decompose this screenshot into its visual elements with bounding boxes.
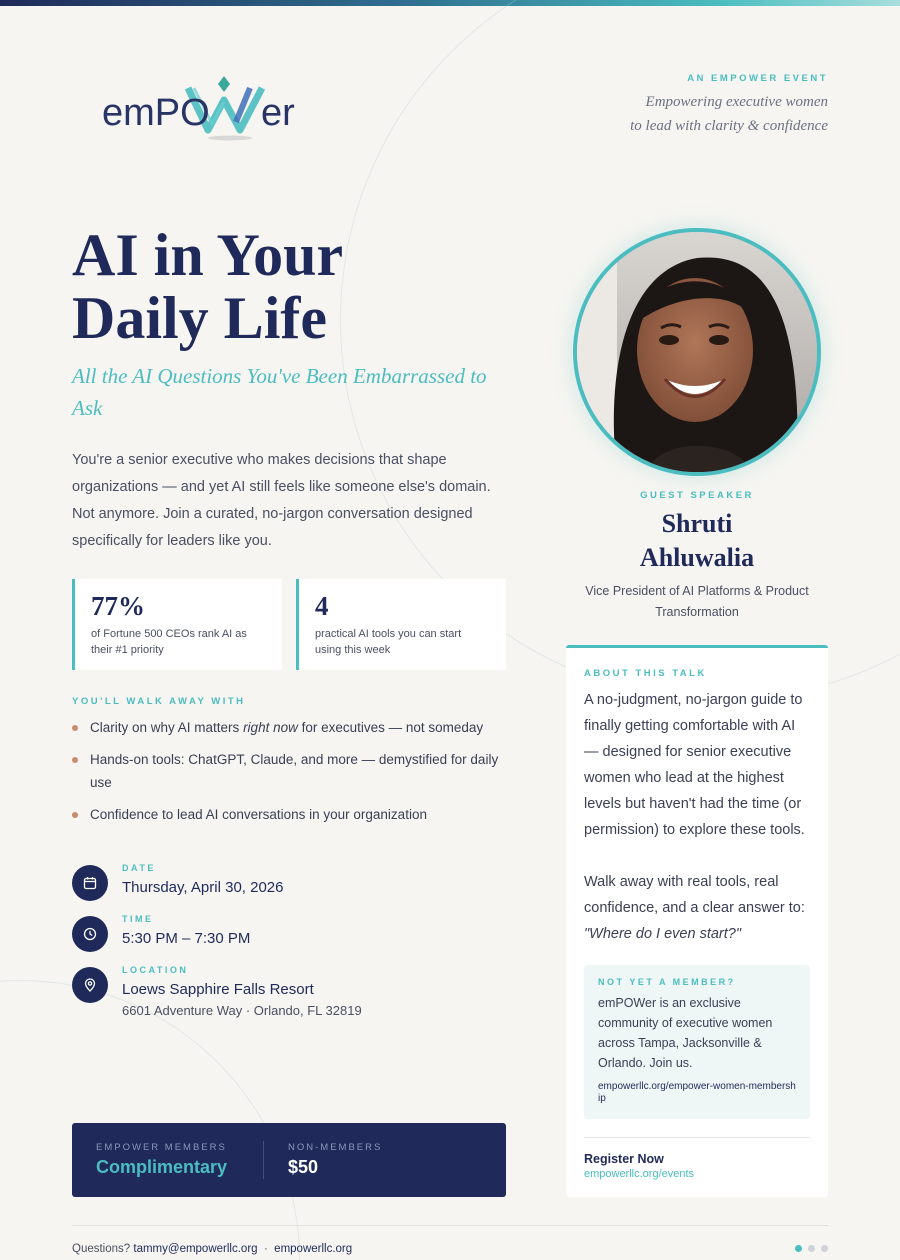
- footer-separator: ·: [263, 1243, 268, 1255]
- logo-wordmark-left: emPO: [102, 92, 210, 134]
- list-item-emphasis: right now: [243, 720, 298, 735]
- background-arc-decoration: [0, 980, 300, 1260]
- about-talk-card: [566, 645, 828, 1197]
- page-dot: [821, 1245, 828, 1252]
- register-link[interactable]: empowerllc.org/events: [584, 1168, 695, 1180]
- card-divider: [584, 1137, 810, 1138]
- nonmembers-price: [264, 1142, 382, 1178]
- list-item: [72, 716, 506, 739]
- top-accent-bar: [0, 0, 900, 6]
- nonmembers-price-label: NON-MEMBERS: [288, 1142, 383, 1153]
- speaker-name: [566, 507, 828, 575]
- intro-paragraph: You're a senior executive who makes decisions that shape organizations — and yet AI still feels like someone else's domain. Not anymore. Join a curated, no-jargon conversation designed specifically for leaders like you.: [72, 452, 491, 549]
- members-price-label: EMPOWER MEMBERS: [96, 1142, 227, 1153]
- walk-away-list: [72, 716, 506, 835]
- website-link[interactable]: empowerllc.org: [274, 1243, 353, 1255]
- page-dot: [808, 1245, 815, 1252]
- calendar-icon: [72, 865, 108, 901]
- nonmembers-price-value: $50: [288, 1157, 319, 1177]
- detail-label: LOCATION: [122, 965, 189, 975]
- speaker-role: Vice President of AI Platforms & Product Transformation: [585, 584, 809, 619]
- event-eyebrow: AN EMPOWER EVENT: [687, 73, 828, 84]
- about-paragraph-text: Walk away with real tools, real confidence, and a clear answer to:: [584, 874, 805, 916]
- contact-email-link[interactable]: tammy@empowerllc.org: [133, 1243, 258, 1255]
- stat-value: 77%: [91, 591, 145, 621]
- clock-icon: [72, 916, 108, 952]
- bullet-dot-icon: [72, 757, 78, 763]
- register-heading: Register Now: [584, 1152, 664, 1166]
- members-price-value: Complimentary: [96, 1157, 228, 1177]
- list-item: [72, 748, 506, 794]
- page-dot-active: [795, 1245, 802, 1252]
- empower-logo: [100, 70, 300, 146]
- speaker-first-name: Shruti: [661, 509, 733, 538]
- members-price: [72, 1142, 227, 1178]
- membership-text: emPOWer is an exclusive community of executive women across Tampa, Jacksonville & Orlando. Join us.: [598, 996, 773, 1070]
- page-indicator: [795, 1245, 828, 1252]
- detail-label: DATE: [122, 863, 156, 873]
- list-item-text: Hands-on tools: ChatGPT, Claude, and more — demystified for daily use: [90, 752, 499, 790]
- membership-heading: NOT YET A MEMBER?: [598, 977, 736, 987]
- speaker-label: GUEST SPEAKER: [640, 490, 754, 501]
- stat-label: practical AI tools you can start using this week: [315, 628, 462, 656]
- detail-label: TIME: [122, 914, 154, 924]
- about-paragraph: [584, 869, 810, 947]
- logo-wordmark-right: er: [261, 92, 295, 134]
- list-item-text: Confidence to lead AI conversations in your organization: [90, 807, 427, 822]
- about-quote: "Where do I even start?": [584, 926, 741, 942]
- event-title-line-2: Daily Life: [72, 285, 327, 351]
- tagline-line-2: to lead with clarity & confidence: [630, 118, 828, 134]
- detail-location: [72, 964, 506, 1018]
- bullet-dot-icon: [72, 812, 78, 818]
- speaker-info: [566, 490, 828, 623]
- stat-card: [72, 579, 282, 670]
- event-subtitle: All the AI Questions You've Been Embarrassed to Ask: [72, 364, 487, 420]
- location-address: 6601 Adventure Way · Orlando, FL 32819: [122, 1003, 362, 1018]
- list-item-text-start: Clarity on why AI matters: [90, 720, 244, 735]
- date-value: Thursday, April 30, 2026: [122, 879, 284, 896]
- location-value: Loews Sapphire Falls Resort: [122, 981, 314, 998]
- walk-away-heading: YOU'LL WALK AWAY WITH: [72, 696, 246, 707]
- tagline-line-1: Empowering executive women: [645, 94, 828, 110]
- event-title-line-1: AI in Your: [72, 222, 344, 288]
- header-tagline-block: [630, 73, 828, 138]
- event-title: [72, 224, 512, 350]
- tagline: [630, 90, 828, 138]
- footer-questions-label: Questions?: [72, 1243, 131, 1255]
- footer-contact: [72, 1243, 352, 1255]
- stat-label: of Fortune 500 CEOs rank AI as their #1 priority: [91, 628, 247, 656]
- detail-date: [72, 862, 506, 913]
- map-pin-icon: [72, 967, 108, 1003]
- pricing-bar: [72, 1123, 506, 1197]
- speaker-photo: [573, 228, 821, 476]
- list-item: [72, 803, 506, 826]
- time-value: 5:30 PM – 7:30 PM: [122, 930, 251, 947]
- stats-row: [72, 579, 506, 670]
- list-item-text-end: for executives — not someday: [297, 720, 484, 735]
- speaker-last-name: Ahluwalia: [639, 543, 755, 572]
- event-details: [72, 862, 506, 1018]
- membership-link[interactable]: empowerllc.org/empower-women-membership: [598, 1081, 796, 1104]
- membership-callout: [584, 965, 810, 1119]
- detail-time: [72, 913, 506, 964]
- about-paragraph: A no-judgment, no-jargon guide to finally getting comfortable with AI — designed for senior executive women who lead at the highest levels but haven't had the time (or permission) to explore these tools.: [584, 692, 805, 838]
- speaker-portrait: [577, 232, 817, 472]
- bullet-dot-icon: [72, 725, 78, 731]
- stat-card: [296, 579, 506, 670]
- footer-divider: [72, 1225, 828, 1226]
- about-heading: ABOUT THIS TALK: [584, 668, 707, 679]
- stat-value: 4: [315, 591, 329, 621]
